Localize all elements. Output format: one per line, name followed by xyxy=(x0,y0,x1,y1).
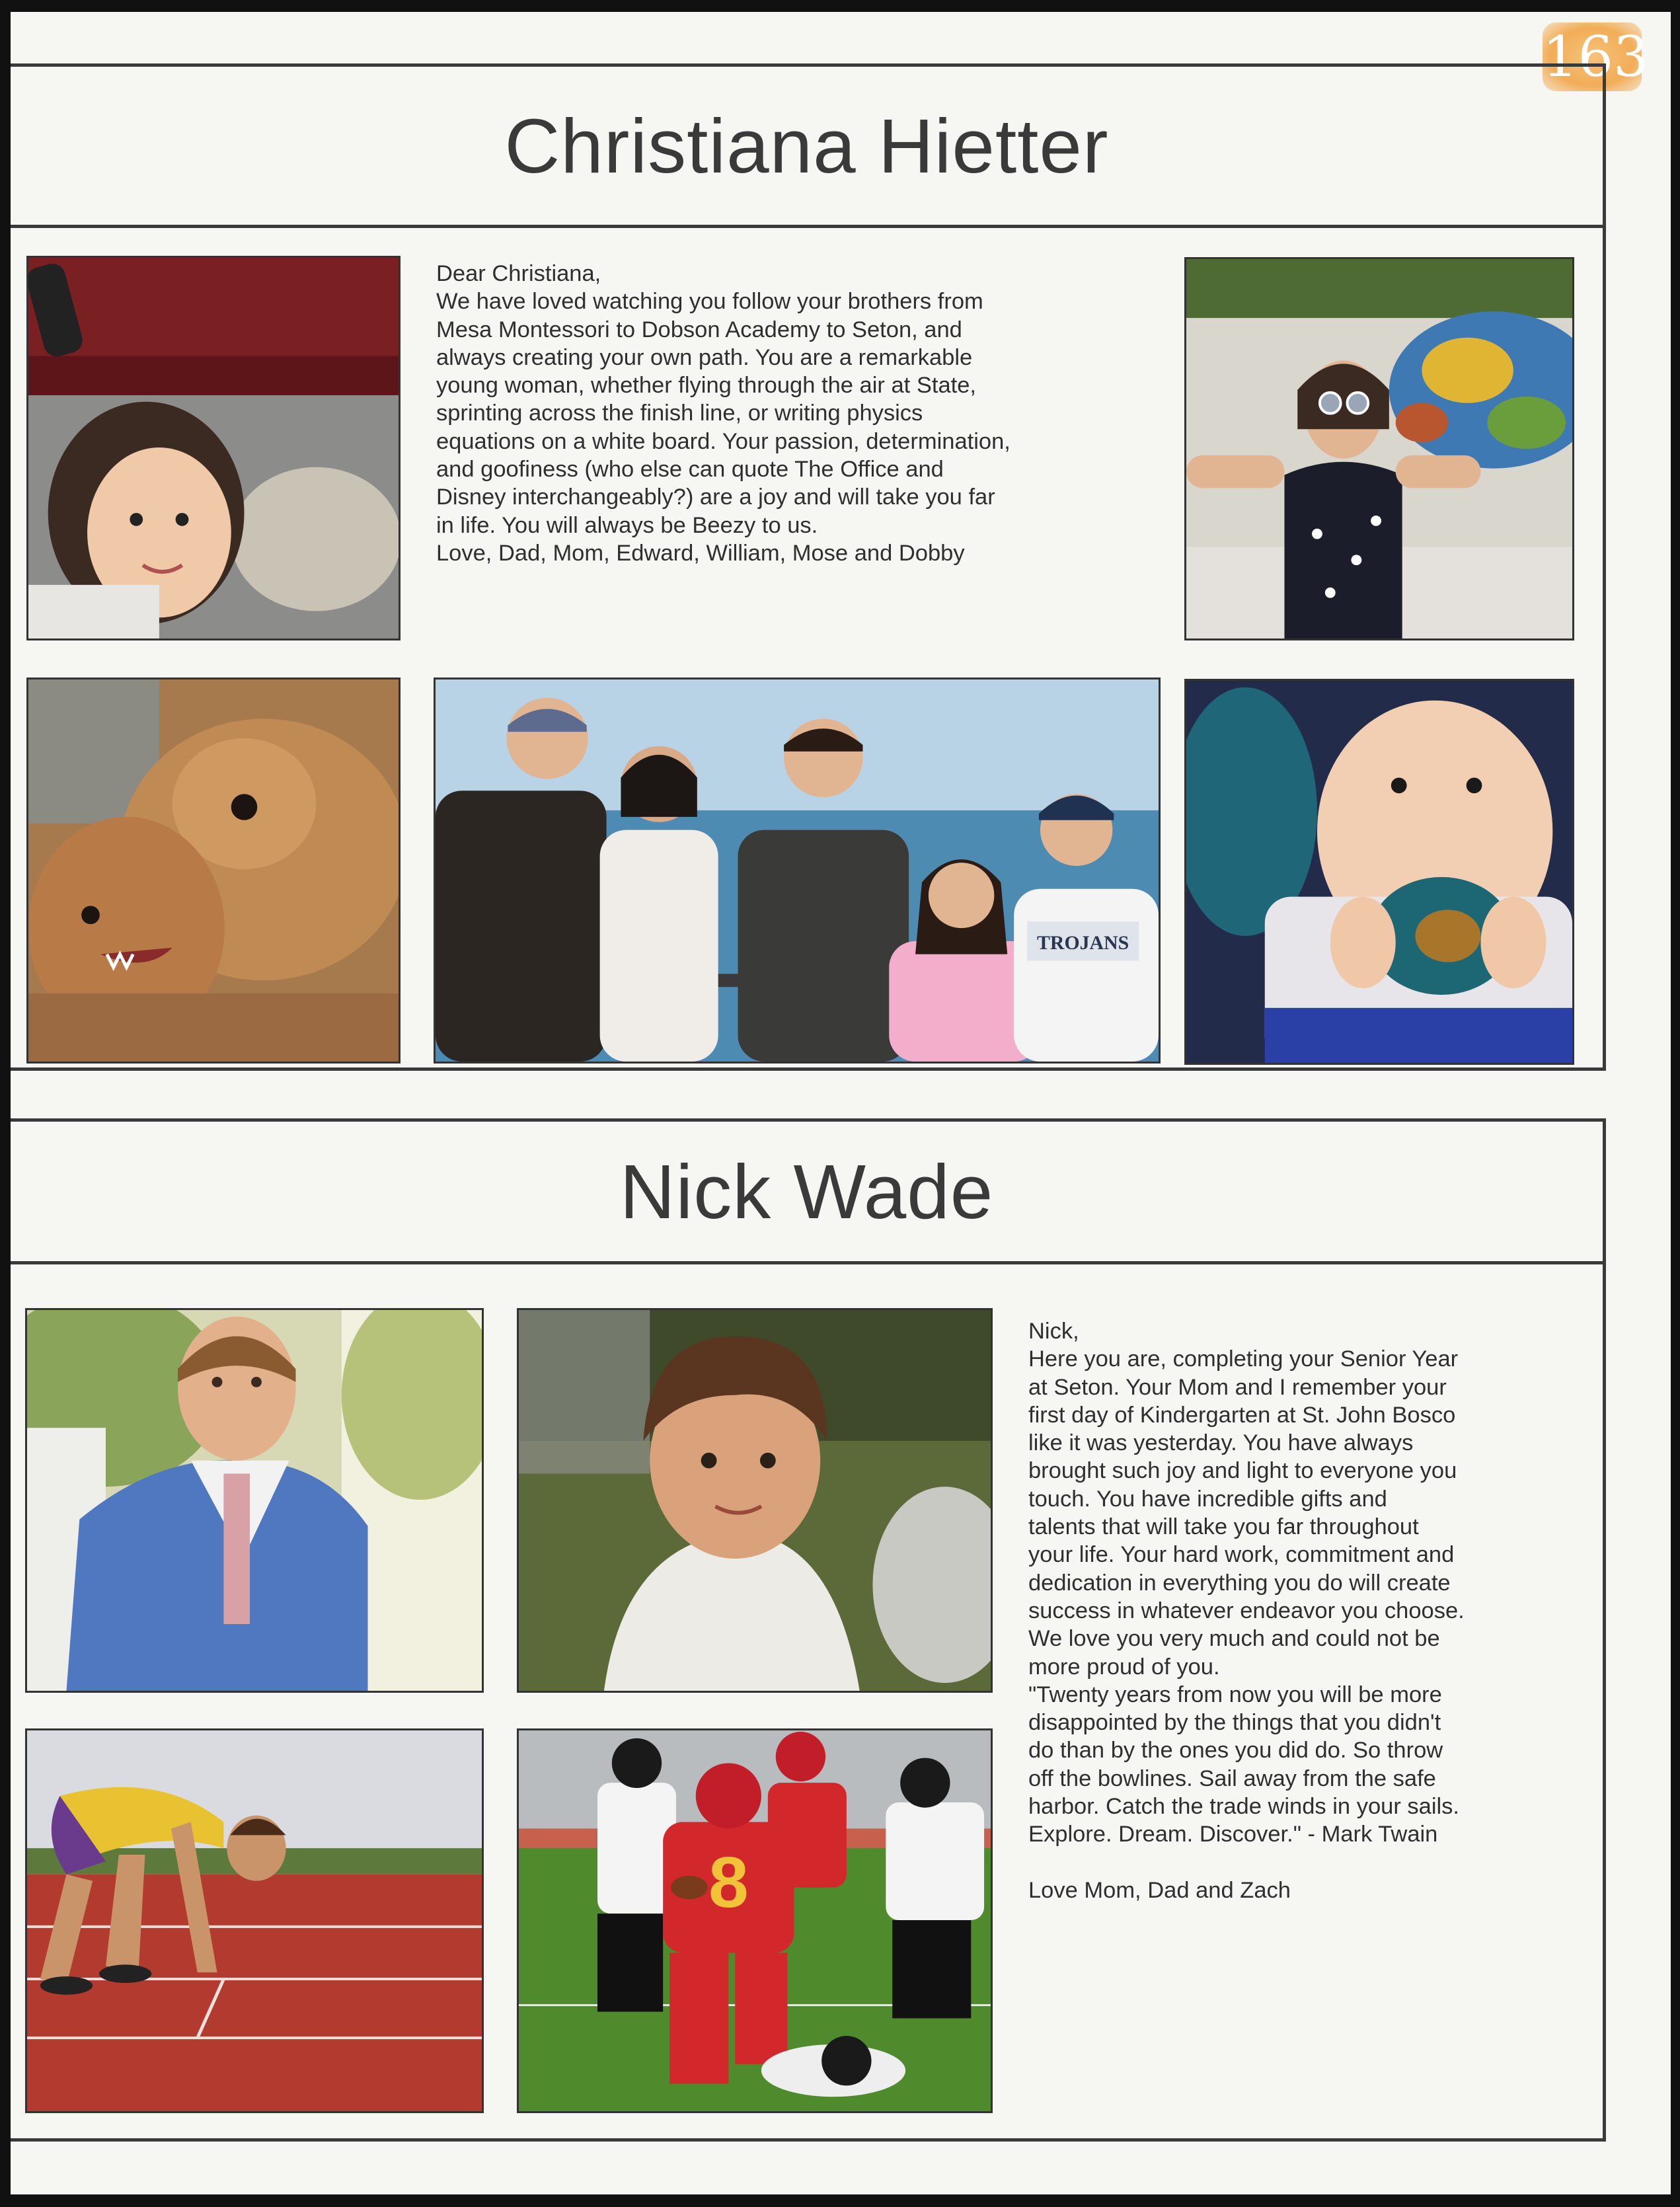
photo-portrait xyxy=(25,1308,484,1693)
parent-letter: Nick, Here you are, completing your Senior Year at Seton. Your Mom and I remember your first day of Kindergarten at St. John Bosco like it was yesterday. You have always brought such joy and light to everyone you touch. You have incredible gifts and talents that will take you far throughout your life. Your hard work, commitment and dedication in everything you do will create success in whatever endeavor you choose. We love you very much and could not be more proud of you. "Twenty years from now you will be more disappointed by the things that you didn't do than by the ones you did do. So throw off the bowlines. Sail away from the safe harbor. Catch the trade winds in your sails. Explore. Dream. Discover." - Mark Twain Love Mom, Dad and Zach xyxy=(1028,1319,1465,1903)
title-band xyxy=(11,67,1603,228)
section-nick xyxy=(11,1118,1606,2142)
title-band xyxy=(11,1122,1603,1264)
photo-dogs xyxy=(26,678,401,1064)
section-christiana xyxy=(11,63,1606,1071)
photo-young-boy xyxy=(517,1308,993,1693)
senior-name: Nick Wade xyxy=(619,1148,994,1235)
photo-football xyxy=(517,1728,993,2113)
photo-travel xyxy=(1184,257,1574,640)
photo-toddler xyxy=(26,256,401,640)
parent-letter: Dear Christiana, We have loved watching you follow your brothers from Mesa Montessori to Dobson Academy to Seton, and always creating your own path. You are a remarkable young woman, whether flying through the air at State, sprinting across the finish line, or writing physics equations on a white board. Your passion, determination, and goofiness (who else can quote The Office and Disney interchangeably?) are a joy and will take you far in life. You will always be Beezy to us. Love, Dad, Mom, Edward, William, Mose and Dobby xyxy=(436,261,1011,566)
photo-track xyxy=(25,1728,484,2113)
yearbook-page xyxy=(11,12,1671,2194)
senior-name: Christiana Hietter xyxy=(504,102,1109,189)
photo-family xyxy=(434,678,1161,1064)
photo-baby xyxy=(1184,679,1574,1065)
page-number: 163 xyxy=(1543,22,1642,91)
jersey-number: 8 xyxy=(708,1842,749,1923)
shirt-text: TROJANS xyxy=(1037,931,1129,954)
